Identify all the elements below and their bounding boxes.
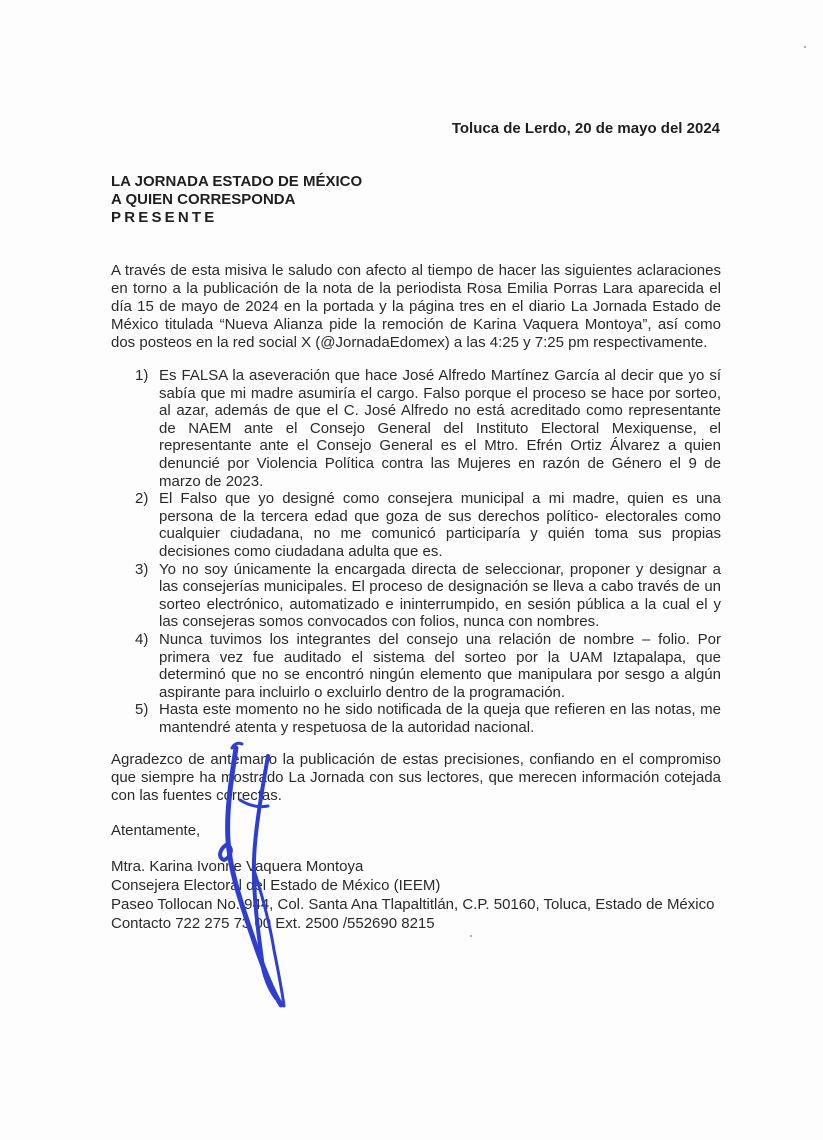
signature-block [111,857,714,933]
list-item-text: Es FALSA la aseveración que hace José Alfredo Martínez García al decir que yo sí sabía que mi madre asumiría el cargo. Falso porque el proceso se hace por sorteo, al azar, además de que el C. José Alfredo no está acreditado como representante de NAEM ante el Consejo General del Instituto Electoral Mexiquense, el representante ante el Consejo General es el Mtro. Efrén Ortiz Álvarez a quien denuncié por Violencia Política contra las Mujeres en razón de Género el 9 de marzo de 2023. [159,367,721,490]
list-item-text: Hasta este momento no he sido notificada de la queja que refieren en las notas, me mantendré atenta y respetuosa de la autoridad nacional. [159,701,721,736]
list-item-text: Nunca tuvimos los integrantes del consejo una relación de nombre – folio. Por primera vez fue auditado el sistema del sorteo por la UAM Iztapalapa, que determinó que no se encontró ningún elemento que manipulara por sesgo a algún aspirante para incluirlo o excluirlo dentro de la programación. [159,630,721,701]
date-line: Toluca de Lerdo, 20 de mayo del 2024 [451,120,720,137]
list-item [111,631,721,701]
list-item [111,367,721,490]
list-item-number: 3) [135,560,149,578]
list-item-number: 5) [135,701,149,719]
list-item [111,701,721,736]
recipient-line-3: PRESENTE [111,209,218,226]
regards-line: Atentamente, [111,822,201,839]
signer-title: Consejera Electoral del Estado de México (IEEM) [111,877,441,894]
recipient-block [111,173,362,227]
list-item-number: 1) [135,367,149,384]
list-item [111,490,721,560]
list-item-text: Yo no soy únicamente la encargada directa de seleccionar, proponer y designar a las consejerías municipales. El proceso de designación se lleva a cabo través de un sorteo electrónico, automatizado e ininterrumpido, en sesión pública a la cual el y las consejeras somos convocados con folios, nunca con nombres. [159,560,721,631]
signature-stroke-top [232,743,242,748]
speck [804,46,806,48]
list-item-number: 2) [135,490,149,508]
recipient-line-2: A QUIEN CORRESPONDA [111,191,296,208]
signer-name: Mtra. Karina Ivonne Vaquera Montoya [111,858,364,875]
intro-paragraph: A través de esta misiva le saludo con afecto al tiempo de hacer las siguientes aclaraciones en torno a la publicación de la nota de la periodista Rosa Emilia Porras Lara aparecida el día 15 de mayo de 2024 en la portada y la página tres en el diario La Jornada Estado de México titulada “Nueva Alianza pide la remoción de Karina Vaquera Montoya”, así como dos posteos en la red social X (@JornadaEdomex) a las 4:25 y 7:25 pm respectivamente. [111,262,721,351]
signer-contact: Contacto 722 275 73 00 Ext. 2500 /552690 8215 [111,915,435,932]
list-item-number: 4) [135,630,149,648]
clarifications-list [111,367,721,736]
signer-address: Paseo Tollocan No. 944, Col. Santa Ana Tlapaltitlán, C.P. 50160, Toluca, Estado de México [111,896,715,913]
recipient-line-1: LA JORNADA ESTADO DE MÉXICO [111,173,363,190]
speck [470,935,472,937]
closing-paragraph: Agradezco de antemano la publicación de estas precisiones, confiando en el compromiso que siempre ha mostrado La Jornada con sus lectores, que merecen información cotejada con las fuentes correctas. [111,751,721,804]
list-item [111,561,721,631]
list-item-text: El Falso que yo designé como consejera municipal a mi madre, quien es una persona de la tercera edad que goza de sus derechos político- electorales como cualquier ciudadana, no me comunicó participaría y quién toma sus propias decisiones como ciudadana adulta que es. [159,490,721,560]
